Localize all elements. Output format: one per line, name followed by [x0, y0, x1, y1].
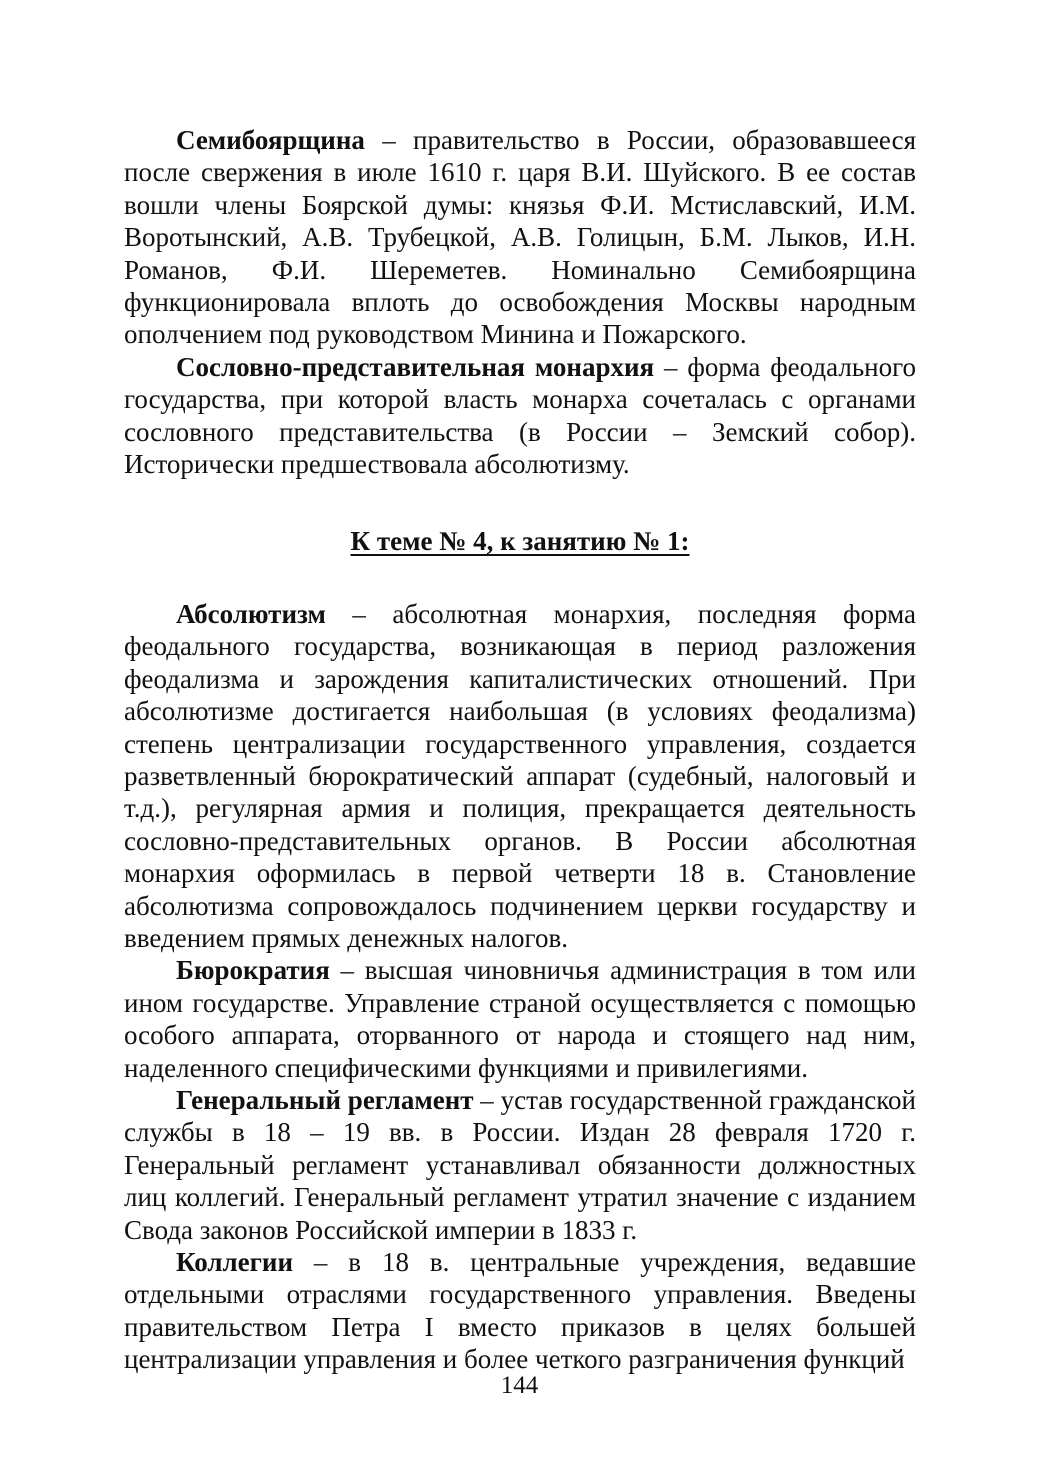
entry-general-regulation	[124, 1084, 916, 1246]
entry-collegiums	[124, 1246, 916, 1376]
definition: – абсолютная монархия, последняя форма феодального государства, возникающая в период разложения феодализма и зарождения капиталистических отношений. При абсолютизме достигается наибольшая (в условиях феодализма) степень централизации государственного управления, создается разветвленный бюрократический аппарат (судебный, налоговый и т.д.), регулярная армия и полиция, прекращается деятельность сословно-представительных органов. В России абсолютная монархия оформилась в первой четверти 18 в. Становление абсолютизма сопровождалось подчинением церкви государству и введением прямых денежных налогов.	[124, 598, 916, 953]
term: Генеральный регламент	[176, 1084, 474, 1115]
entry-semiboyarshchina	[124, 124, 916, 351]
term: Коллегии	[176, 1247, 294, 1277]
term: Сословно-представительная монархия	[176, 351, 655, 382]
definition: – устав государственной гражданской службы в 18 – 19 вв. в России. Издан 28 февраля 1720 г. Генеральный регламент устанавливал обязанности должностных лиц коллегий. Генеральный регламент утратил значение с изданием Свода законов Российской империи в 1833 г.	[124, 1084, 916, 1245]
term: Бюрократия	[176, 955, 330, 986]
definition: – в 18 в. центральные учреждения, ведавшие отдельными отраслями государственного управления. Введены правительством Петра I вместо приказов в целях большей централизации управления и более четкого разграничения функций	[124, 1247, 916, 1375]
entry-bureaucracy	[124, 954, 916, 1084]
definition: – высшая чиновничья администрация в том или ином государстве. Управление страной осуществляется с помощью особого аппарата, оторванного от народа и стоящего над ним, наделенного специфическими функциями и привилегиями.	[124, 955, 916, 1083]
term: Абсолютизм	[176, 598, 326, 629]
term: Семибоярщина	[176, 125, 365, 155]
entry-absolutism	[124, 598, 916, 954]
page-number: 144	[500, 1372, 539, 1399]
section-heading: К теме № 4, к занятию № 1:	[350, 526, 690, 557]
definition: – правительство в России, образовавшееся после свержения в июле 1610 г. царя В.И. Шуйского. В ее состав вошли члены Боярской думы: князья Ф.И. Мстиславский, И.М. Воротынский, А.В. Трубецкой, А.В. Голицын, Б.М. Лыков, И.Н. Романов, Ф.И. Шереметев. Номинально Семибоярщина функционировала вплоть до освобождения Москвы народным ополчением под руководством Минина и Пожарского.	[124, 125, 916, 350]
definition: – форма феодального государства, при которой власть монарха сочеталась с органами сословного представительства (в России – Земский собор). Исторически предшествовала абсолютизму.	[124, 351, 916, 480]
page-body	[124, 124, 916, 1376]
entry-estate-monarchy	[124, 351, 916, 481]
